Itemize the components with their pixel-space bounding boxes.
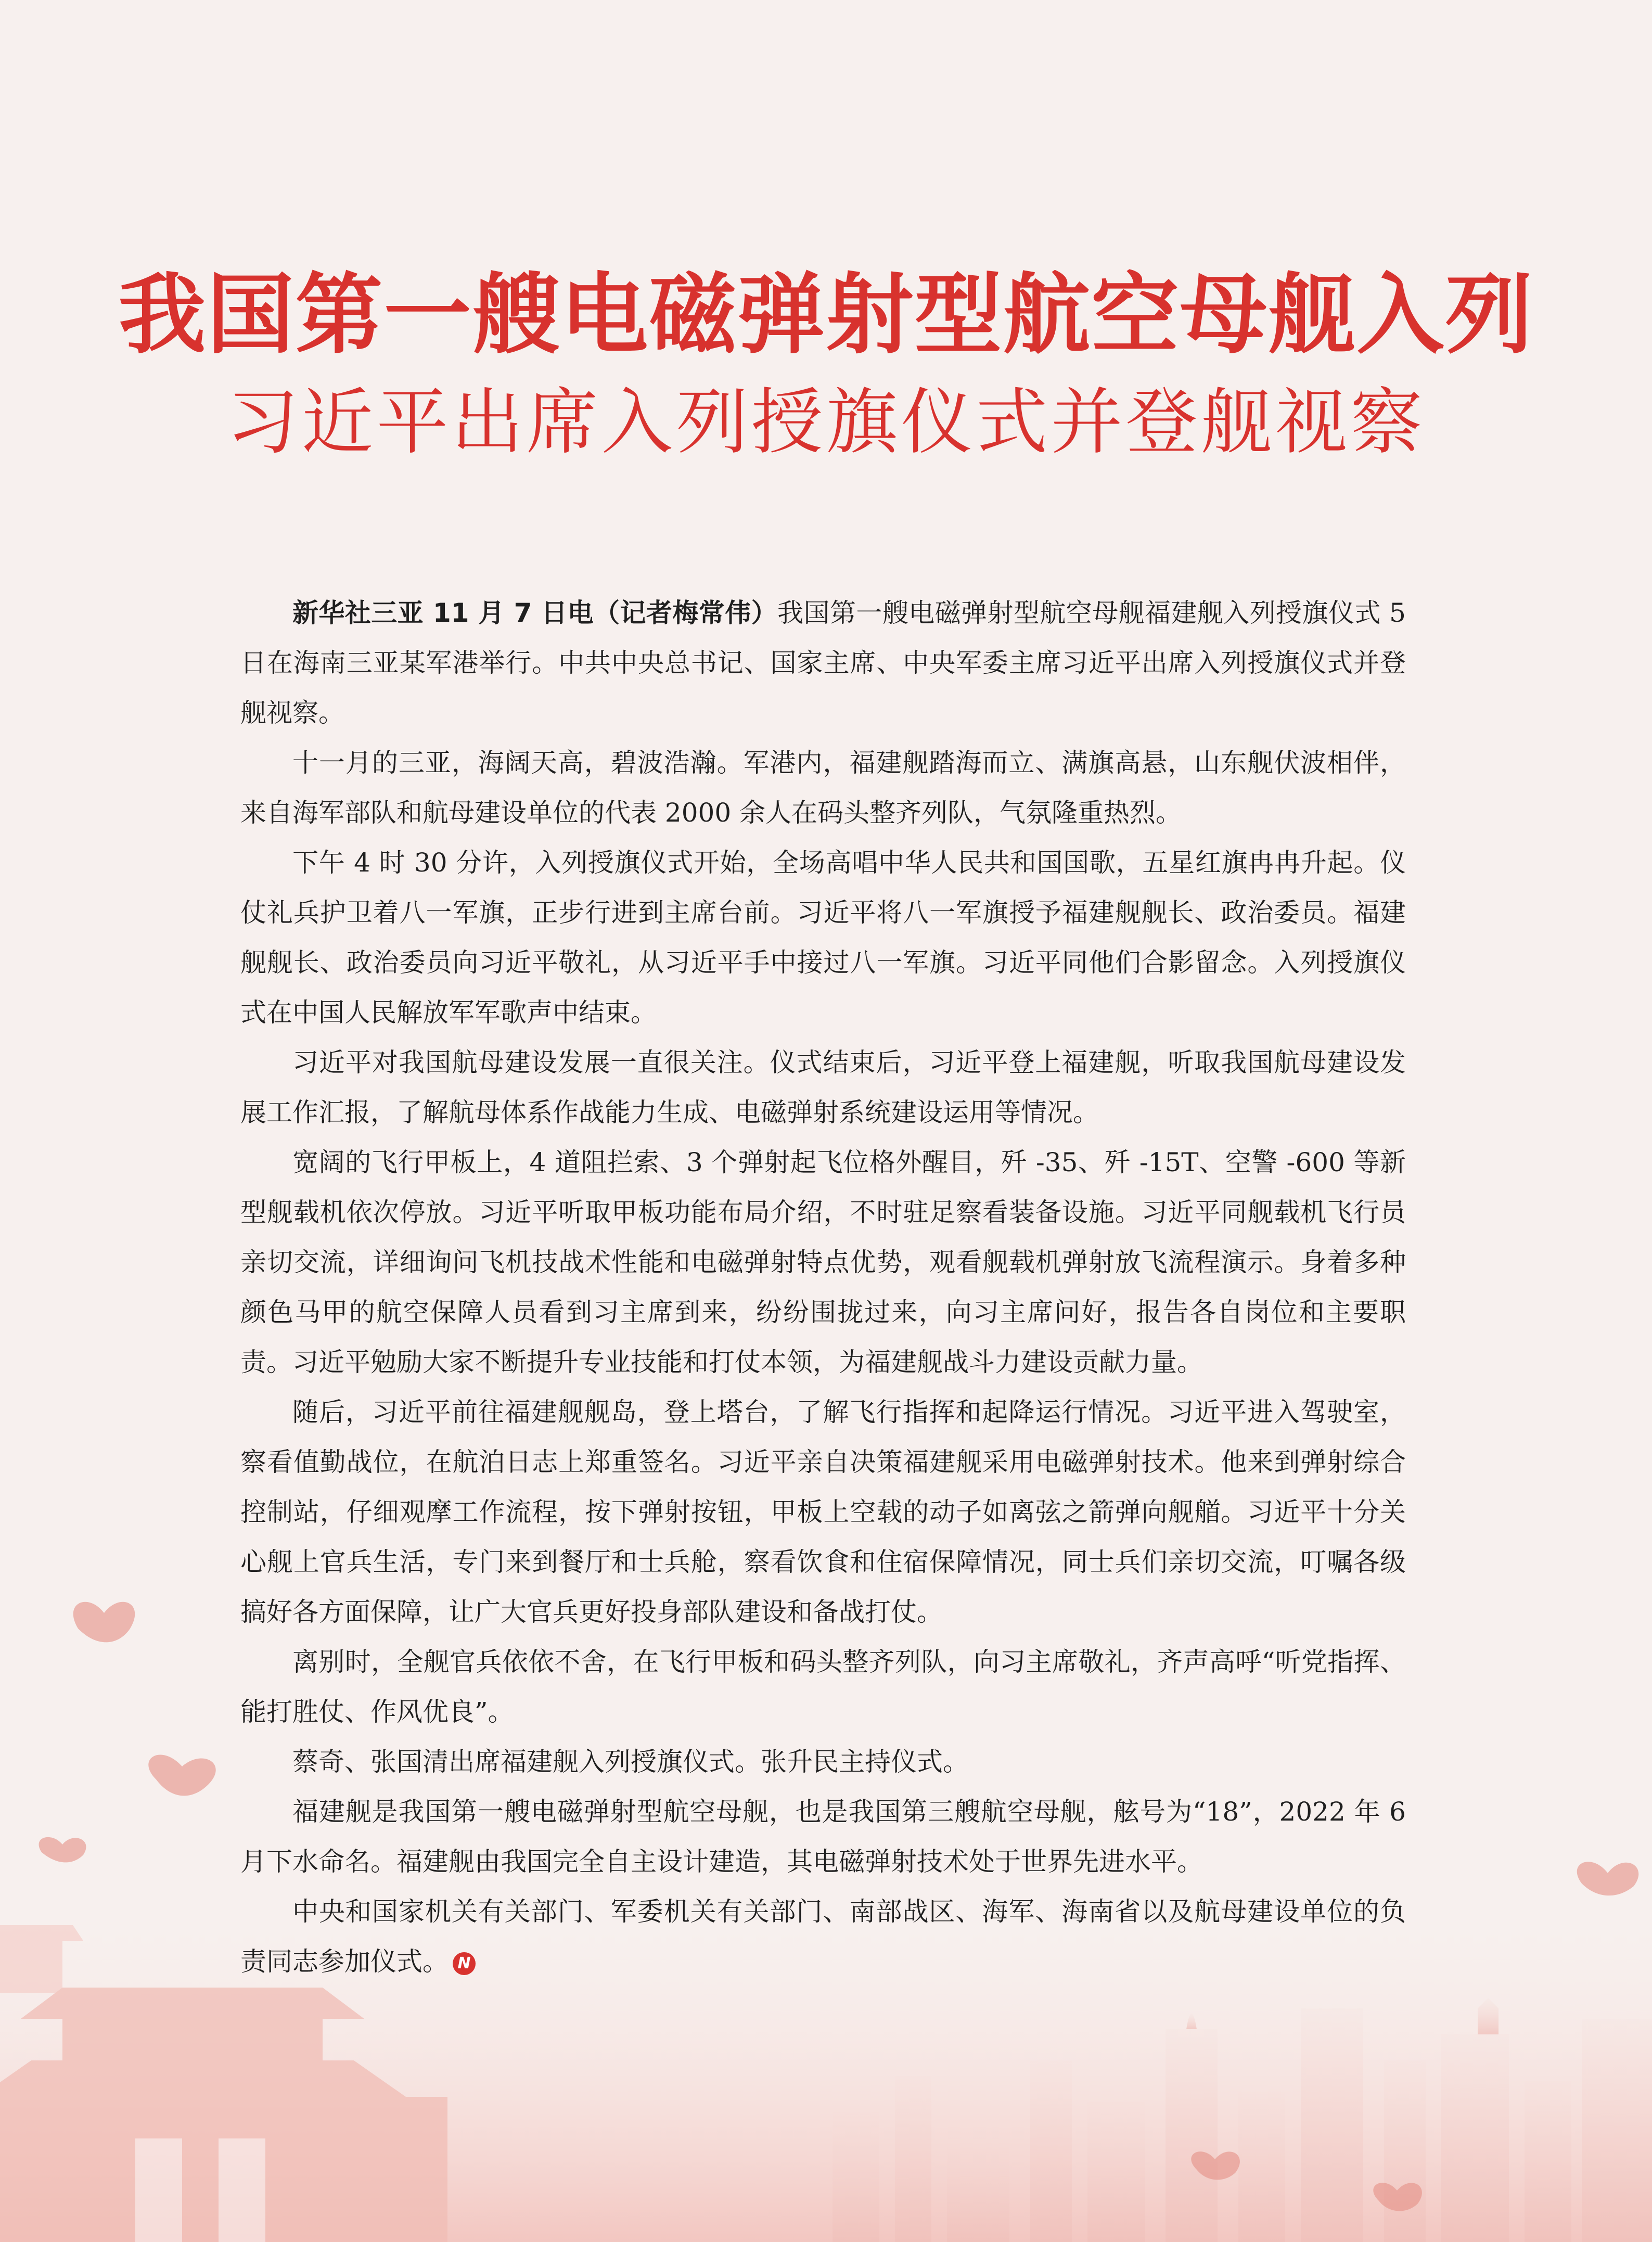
paragraph-3: 下午 4 时 30 分许，入列授旗仪式开始，全场高唱中华人民共和国国歌，五星红旗冉冉升起。仪仗礼兵护卫着八一军旗，正步行进到主席台前。习近平将八一军旗授予福建舰舰长、政治委员。福建舰舰长、政治委员向习近平敬礼，从习近平手中接过八一军旗。习近平同他们合影留念。入列授旗仪式在中国人民解放军军歌声中结束。: [240, 848, 1406, 1028]
paragraph-8: 蔡奇、张国清出席福建舰入列授旗仪式。张升民主持仪式。: [292, 1747, 969, 1777]
paragraph-4: 习近平对我国航母建设发展一直很关注。仪式结束后，习近平登上福建舰，听取我国航母建设发展工作汇报，了解航母体系作战能力生成、电磁弹射系统建设运用等情况。: [240, 1047, 1406, 1128]
paragraph-9: 福建舰是我国第一艘电磁弹射型航空母舰，也是我国第三艘航空母舰，舷号为“18”，2022 年 6 月下水命名。福建舰由我国完全自主设计建造，其电磁弹射技术处于世界先进水平。: [240, 1797, 1406, 1877]
paragraph-1: [240, 588, 1406, 738]
paragraph-1-text: 我国第一艘电磁弹射型航空母舰福建舰入列授旗仪式 5 日在海南三亚某军港举行。中共中央总书记、国家主席、中央军委主席习近平出席入列授旗仪式并登舰视察。: [240, 598, 1406, 728]
end-mark-icon: N: [453, 1952, 476, 1975]
headline: 我国第一艘电磁弹射型航空母舰入列: [118, 264, 1534, 366]
paragraph-6: 随后，习近平前往福建舰舰岛，登上塔台，了解飞行指挥和起降运行情况。习近平进入驾驶室，察看值勤战位，在航泊日志上郑重签名。习近平亲自决策福建舰采用电磁弹射技术。他来到弹射综合控制站，仔细观摩工作流程，按下弹射按钮，甲板上空载的动子如离弦之箭弹向舰艏。习近平十分关心舰上官兵生活，专门来到餐厅和士兵舱，察看饮食和住宿保障情况，同士兵们亲切交流，叮嘱各级搞好各方面保障，让广大官兵更好投身部队建设和备战打仗。: [240, 1397, 1406, 1627]
paragraph-10: [240, 1887, 1406, 1987]
paragraph-10-text: 中央和国家机关有关部门、军委机关有关部门、南部战区、海军、海南省以及航母建设单位的负责同志参加仪式。: [240, 1897, 1406, 1977]
subheadline: 习近平出席入列授旗仪式并登舰视察: [226, 380, 1426, 464]
article-body: [240, 588, 1406, 1987]
paragraph-2: 十一月的三亚，海阔天高，碧波浩瀚。军港内，福建舰踏海而立、满旗高悬，山东舰伏波相伴，来自海军部队和航母建设单位的代表 2000 余人在码头整齐列队，气氛隆重热烈。: [240, 748, 1406, 828]
paragraph-5: 宽阔的飞行甲板上，4 道阻拦索、3 个弹射起飞位格外醒目，歼 -35、歼 -15T、空警 -600 等新型舰载机依次停放。习近平听取甲板功能布局介绍，不时驻足察看装备设施。习近平同舰载机飞行员亲切交流，详细询问飞机技战术性能和电磁弹射特点优势，观看舰载机弹射放飞流程演示。身着多种颜色马甲的航空保障人员看到习主席到来，纷纷围拢过来，向习主席问好，报告各自岗位和主要职责。习近平勉励大家不断提升专业技能和打仗本领，为福建舰战斗力建设贡献力量。: [240, 1147, 1406, 1377]
dateline: 新华社三亚 11 月 7 日电（记者梅常伟）: [292, 598, 778, 628]
paragraph-7: 离别时，全舰官兵依依不舍，在飞行甲板和码头整齐列队，向习主席敬礼，齐声高呼“听党指挥、能打胜仗、作风优良”。: [240, 1647, 1406, 1727]
title-block: [0, 260, 1652, 469]
